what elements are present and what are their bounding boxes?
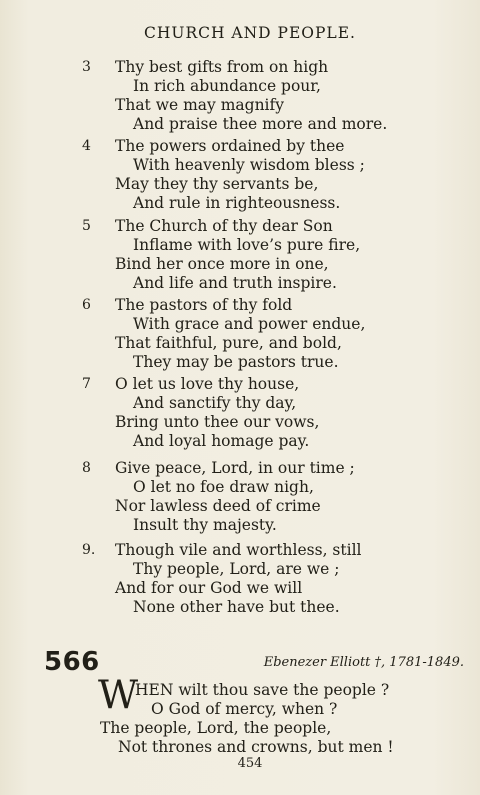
verse-number: 5 <box>82 218 91 234</box>
verse-line: Though vile and worthless, still <box>115 541 362 559</box>
verse-line: May they thy servants be, <box>115 175 319 193</box>
verse-number: 9. <box>82 542 96 558</box>
verse-line: Thy people, Lord, are we ; <box>133 560 340 578</box>
verse-number: 7 <box>82 376 91 392</box>
verse-line: Nor lawless deed of crime <box>115 497 321 515</box>
verse-number: 6 <box>82 297 91 313</box>
verse-line: Inflame with love’s pure fire, <box>133 236 361 254</box>
hymn-line: HEN wilt thou save the people ? <box>135 681 390 699</box>
verse-number: 8 <box>82 460 91 476</box>
hymn-author: Ebenezer Elliott †, 1781-1849. <box>263 655 464 670</box>
verse-line: O let no foe draw nigh, <box>133 478 314 496</box>
verse-number: 4 <box>82 138 91 154</box>
verse-line: They may be pastors true. <box>133 353 339 371</box>
hymn-line: O God of mercy, when ? <box>151 700 338 718</box>
verse-line: Bind her once more in one, <box>115 255 329 273</box>
verse-line: That we may magnify <box>115 96 285 114</box>
verse-line: Give peace, Lord, in our time ; <box>115 459 355 477</box>
verse-line: With heavenly wisdom bless ; <box>133 156 365 174</box>
verse-line: And praise thee more and more. <box>133 115 388 133</box>
verse-line: Bring unto thee our vows, <box>115 413 320 431</box>
running-title: CHURCH AND PEOPLE. <box>144 24 356 42</box>
verse-line: The powers ordained by thee <box>115 137 345 155</box>
verse-line: Insult thy majesty. <box>133 516 277 534</box>
hymn-number: 566 <box>44 647 100 677</box>
verse-line: O let us love thy house, <box>115 375 300 393</box>
drop-cap: W <box>98 673 139 718</box>
verse-line: None other have but thee. <box>133 598 340 616</box>
verse-line: In rich abundance pour, <box>133 77 321 95</box>
verse-line: And for our God we will <box>115 579 303 597</box>
verse-number: 3 <box>82 59 91 75</box>
verse-line: And sanctify thy day, <box>133 394 297 412</box>
verse-line: Thy best gifts from on high <box>115 58 329 76</box>
hymn-line: The people, Lord, the people, <box>100 719 332 737</box>
hymn-line: Not thrones and crowns, but men ! <box>118 738 394 756</box>
verse-line: With grace and power endue, <box>133 315 366 333</box>
verse-line: And loyal homage pay. <box>133 432 310 450</box>
verse-line: The Church of thy dear Son <box>115 217 333 235</box>
page-number: 454 <box>237 756 263 771</box>
verse-line: And life and truth inspire. <box>133 274 337 292</box>
verse-line: And rule in righteousness. <box>133 194 341 212</box>
verse-line: The pastors of thy fold <box>115 296 293 314</box>
verse-line: That faithful, pure, and bold, <box>115 334 342 352</box>
